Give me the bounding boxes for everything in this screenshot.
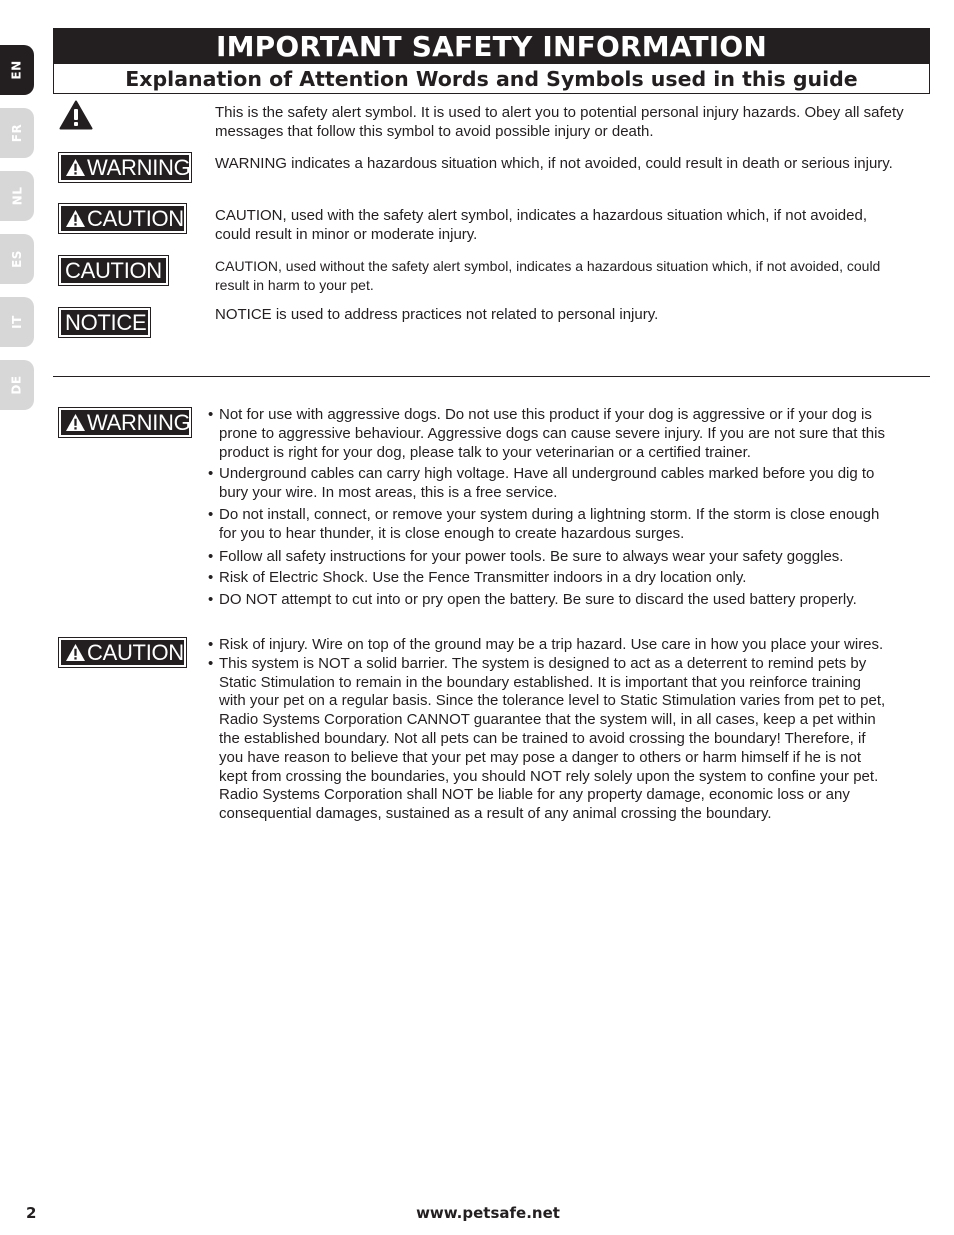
list-item: • Do not install, connect, or remove your system during a lightning storm. If the storm is close enough for you to hear thunder, it is close enough to create hazardous surges. xyxy=(208,506,888,544)
definition-notice: NOTICE is used to address practices not related to personal injury. xyxy=(215,306,659,323)
lang-tab-it[interactable] xyxy=(0,297,34,347)
badge-label: WARNING xyxy=(87,409,191,435)
notice-badge xyxy=(60,309,149,336)
warning-badge xyxy=(60,154,190,181)
definition-alert-symbol: This is the safety alert symbol. It is used to alert you to potential personal injury hazards. Obey all safety messages that follow this symbol to avoid possible injury or death. xyxy=(215,104,904,140)
page-number: 2 xyxy=(26,1204,37,1222)
list-item: • This system is NOT a solid barrier. The system is designed to act as a deterrent to remind pets by Static Stimulation to remain in the boundary established. It is important that you reinforce training with your pet on a regular basis. Since the tolerance level to Static Stimulation varies from pet to pet, Radio Systems Corporation CANNOT guarantee that the system will, in all cases, keep a pet within the established boundary. Not all pets can be trained to avoid crossing the boundary! Therefore, if you have reason to believe that your pet may pose a danger to others or harm himself if he is not kept from crossing the boundaries, you should NOT rely solely upon the system to confine your pet. Radio Systems Corporation shall NOT be liable for any property damage, economic loss or any consequential damages, sustained as a result of any animal crossing the boundary. xyxy=(208,655,888,824)
page-subtitle: Explanation of Attention Words and Symbols used in this guide xyxy=(53,64,930,94)
caution-badge-no-symbol xyxy=(60,257,167,284)
warning-list xyxy=(208,406,888,610)
lang-tab-label: EN xyxy=(10,60,24,80)
safety-alert-icon xyxy=(65,413,86,432)
safety-alert-icon xyxy=(65,643,86,662)
lang-tab-es[interactable] xyxy=(0,234,34,284)
list-item: • Underground cables can carry high voltage. Have all underground cables marked before you dig to bury your wire. In most areas, this is a free service. xyxy=(208,465,888,503)
lang-tab-label: IT xyxy=(10,315,24,329)
safety-alert-icon xyxy=(59,100,93,130)
safety-alert-icon xyxy=(65,209,86,228)
lang-tab-fr[interactable] xyxy=(0,108,34,158)
lang-tab-label: NL xyxy=(9,186,24,206)
lang-tab-label: FR xyxy=(10,123,24,143)
caution-list xyxy=(208,636,888,824)
badge-label: CAUTION xyxy=(87,205,184,231)
list-item: • DO NOT attempt to cut into or pry open the battery. Be sure to discard the used battery properly. xyxy=(208,591,888,610)
badge-label: CAUTION xyxy=(87,639,184,665)
safety-alert-icon xyxy=(65,158,86,177)
definition-warning: WARNING indicates a hazardous situation which, if not avoided, could result in death or serious injury. xyxy=(215,155,893,172)
lang-tab-en[interactable] xyxy=(0,45,34,95)
footer-url[interactable]: www.petsafe.net xyxy=(416,1204,560,1222)
definition-caution-without-symbol: CAUTION, used without the safety alert symbol, indicates a hazardous situation which, if not avoided, could result in harm to your pet. xyxy=(215,258,881,293)
warning-section-badge xyxy=(60,409,190,436)
lang-tab-label: ES xyxy=(10,250,24,268)
definition-caution-with-symbol: CAUTION, used with the safety alert symbol, indicates a hazardous situation which, if not avoided, could result in minor or moderate injury. xyxy=(215,207,867,243)
list-item: • Not for use with aggressive dogs. Do not use this product if your dog is aggressive or if your dog is prone to aggressive behaviour. Aggressive dogs can cause severe injury. If you are not sure that this product is right for your dog, please talk to your veterinarian or a certified trainer. xyxy=(208,406,888,462)
lang-tab-nl[interactable] xyxy=(0,171,34,221)
list-item: • Follow all safety instructions for your power tools. Be sure to always wear your safety goggles. xyxy=(208,548,888,567)
caution-badge xyxy=(60,205,185,232)
list-item: • Risk of injury. Wire on top of the ground may be a trip hazard. Use care in how you place your wires. xyxy=(208,636,888,655)
badge-label: NOTICE xyxy=(65,309,147,335)
list-item: • Risk of Electric Shock. Use the Fence Transmitter indoors in a dry location only. xyxy=(208,569,888,588)
page-title: IMPORTANT SAFETY INFORMATION xyxy=(53,28,930,64)
caution-section-badge xyxy=(60,639,185,666)
lang-tab-de[interactable] xyxy=(0,360,34,410)
badge-label: CAUTION xyxy=(65,257,162,283)
lang-tab-label: DE xyxy=(9,375,24,395)
badge-label: WARNING xyxy=(87,154,191,180)
section-divider xyxy=(53,376,930,377)
